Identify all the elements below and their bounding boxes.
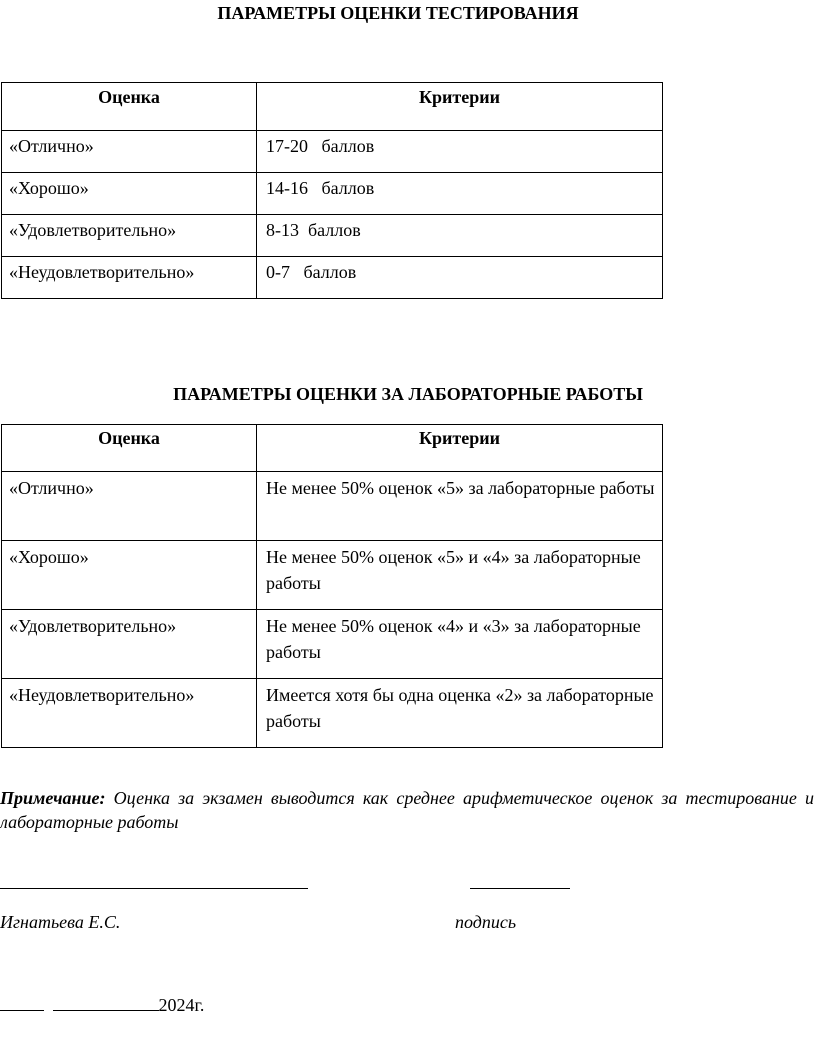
testing-title: ПАРАМЕТРЫ ОЦЕНКИ ТЕСТИРОВАНИЯ: [217, 3, 579, 23]
table-row: [2, 679, 663, 748]
grade-cell: «Хорошо»: [2, 541, 257, 610]
grade-cell: «Неудовлетворительно»: [2, 257, 257, 299]
header-grade: Оценка: [2, 425, 257, 472]
note-paragraph: [0, 786, 814, 834]
lab-grades-table: [1, 424, 663, 748]
criteria-cell: 14-16 баллов: [257, 173, 663, 215]
criteria-cell: 0-7 баллов: [257, 257, 663, 299]
signature-line: [470, 888, 570, 889]
note-label: Примечание:: [0, 788, 106, 808]
date-year: 2024г.: [158, 995, 205, 1015]
grade-cell: «Отлично»: [2, 131, 257, 173]
table-header-row: [2, 425, 663, 472]
lab-title: ПАРАМЕТРЫ ОЦЕНКИ ЗА ЛАБОРАТОРНЫЕ РАБОТЫ: [173, 384, 643, 404]
grade-cell: «Удовлетворительно»: [2, 215, 257, 257]
signature-label: подпись: [455, 912, 517, 932]
note-text: Оценка за экзамен выводится как среднее арифметическое оценок за тестирование и лабораторные работы: [0, 788, 814, 832]
criteria-cell: Не менее 50% оценок «4» и «3» за лабораторные работы: [257, 610, 663, 679]
criteria-cell: Не менее 50% оценок «5» и «4» за лабораторные работы: [257, 541, 663, 610]
date-month-blank: [53, 994, 159, 1011]
signature-name-line: [0, 888, 308, 889]
criteria-cell: 17-20 баллов: [257, 131, 663, 173]
table-row: [2, 541, 663, 610]
grade-cell: «Удовлетворительно»: [2, 610, 257, 679]
criteria-cell: 8-13 баллов: [257, 215, 663, 257]
table-row: [2, 610, 663, 679]
table-row: [2, 173, 663, 215]
header-criteria: Критерии: [257, 83, 663, 131]
date-line: [0, 994, 204, 1016]
table-row: [2, 131, 663, 173]
table-header-row: [2, 83, 663, 131]
table-row: [2, 257, 663, 299]
grade-cell: «Неудовлетворительно»: [2, 679, 257, 748]
testing-grades-table: [1, 82, 663, 299]
table-row: [2, 215, 663, 257]
header-criteria: Критерии: [257, 425, 663, 472]
date-day-blank: [0, 994, 44, 1011]
grade-cell: «Хорошо»: [2, 173, 257, 215]
criteria-cell: Имеется хотя бы одна оценка «2» за лабораторные работы: [257, 679, 663, 748]
header-grade: Оценка: [2, 83, 257, 131]
grade-cell: «Отлично»: [2, 472, 257, 541]
signer-name: Игнатьева Е.С.: [0, 912, 121, 932]
criteria-cell: Не менее 50% оценок «5» за лабораторные работы: [257, 472, 663, 541]
table-row: [2, 472, 663, 541]
